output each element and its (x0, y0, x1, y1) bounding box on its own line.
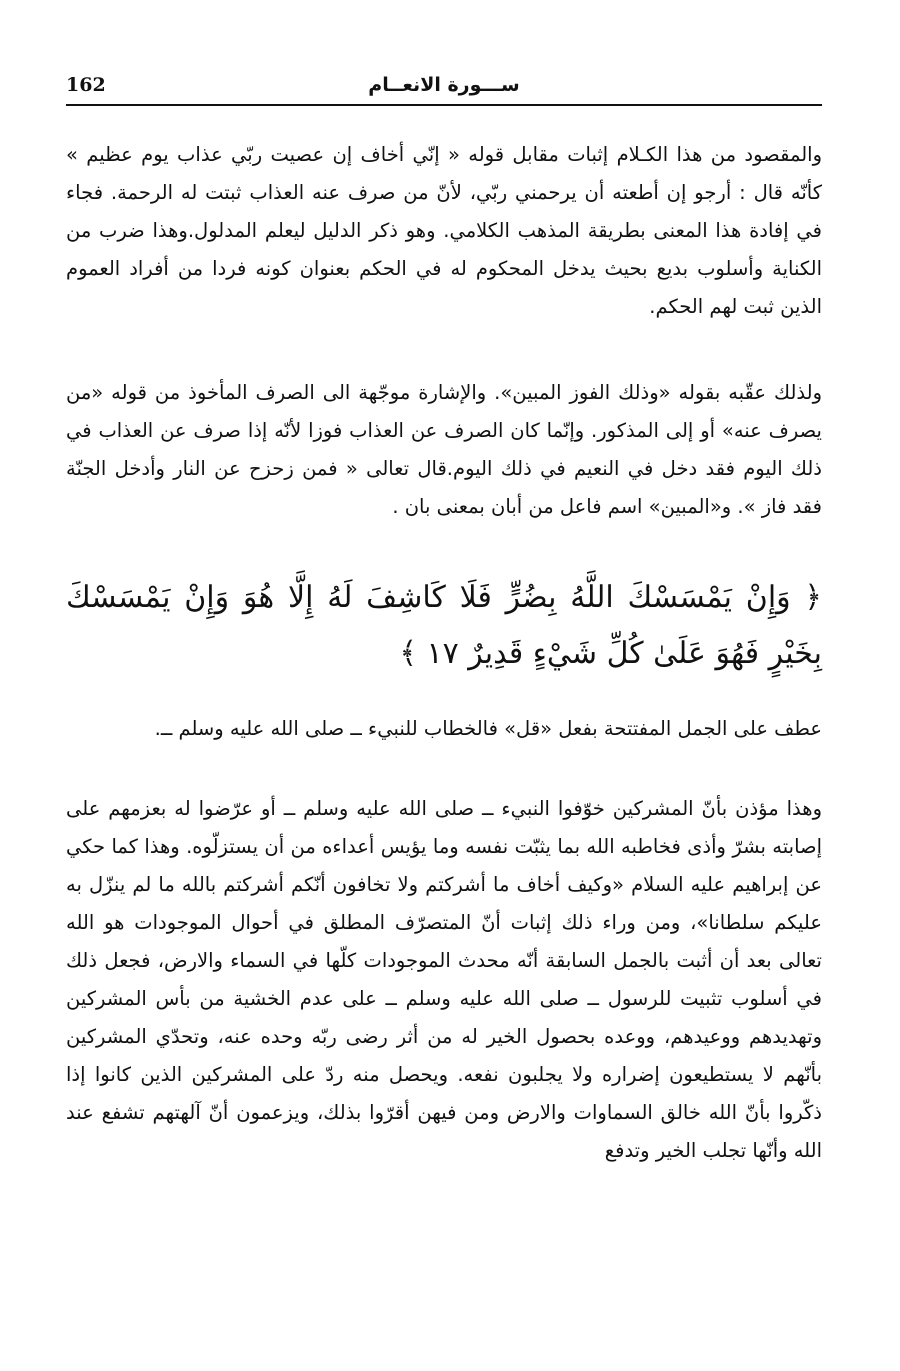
paragraph-4: وهذا مؤذن بأنّ المشركين خوّفوا النبيء ــ صلى الله عليه وسلم ــ أو عرّضوا له بعزمهم على إصابته بشرّ وأذى فخاطبه الله بما يثبّت نفسه وما يؤيس أعداءه من أن يستزلّوه. وهذا كما حكي عن إبراهيم عليه السلام «وكيف أخاف ما أشركتم ولا تخافون أنّكم أشركتم بالله ما لم ينزّل به عليكم سلطانا»، ومن وراء ذلك إثبات أنّ المتصرّف المطلق في أحوال الموجودات هو الله تعالى بعد أن أثبت بالجمل السابقة أنّه محدث الموجودات كلّها في السماء والارض، فجعل ذلك في أسلوب تثبيت للرسول ــ صلى الله عليه وسلم ــ على عدم الخشية من بأس المشركين وتهديدهم ووعيدهم، ووعده بحصول الخير له من أثر رضى ربّه وحده عنه، وتحدّي المشركين بأنّهم لا يستطيعون إضراره ولا يجلبون نفعه. ويحصل منه ردّ على المشركين الذين كانوا إذا ذكّروا بأنّ الله خالق السماوات والارض ومن فيهن أقرّوا بذلك، ويزعمون أنّ آلهتهم تشفع عند الله وأنّها تجلب الخير وتدفع (66, 797, 822, 1162)
paragraph-2: ولذلك عقّبه بقوله «وذلك الفوز المبين». والإشارة موجّهة الى الصرف المأخوذ من قوله «من يصرف عنه» أو إلى المذكور. وإنّما كان الصرف عن العذاب فوزا لأنّه إذا صرف عن العذاب في ذلك اليوم فقد دخل في النعيم في ذلك اليوم.قال تعالى « فمن زحزح عن النار وأدخل الجنّة فقد فاز ». و«المبين» اسم فاعل من أبان بمعنى بان . (66, 381, 822, 518)
running-title: ســـورة الانعــام (368, 74, 520, 96)
paragraph-1: والمقصود من هذا الكـلام إثبات مقابل قوله « إنّي أخاف إن عصيت ربّي عذاب يوم عظيم » كأنّه قال : أرجو إن أطعته أن يرحمني ربّي، لأنّ من صرف عنه العذاب ثبتت له الرحمة. فجاء في إفادة هذا المعنى بطريقة المذهب الكلامي. وهو ذكر الدليل ليعلم المدلول.وهذا ضرب من الكناية وأسلوب بديع بحيث يدخل المحكوم له في الحكم بعنوان كونه فردا من أفراد العموم الذين ثبت لهم الحكم. (66, 143, 822, 318)
page-number: 162 (66, 74, 106, 96)
quran-verse: ﴿ وَإِنْ يَمْسَسْكَ اللَّهُ بِضُرٍّ فَلَا كَاشِفَ لَهُ إِلَّا هُوَ وَإِنْ يَمْسَسْكَ بِخَيْرٍ فَهُوَ عَلَىٰ كُلِّ شَيْءٍ قَدِيرٌ ١٧ ﴾ (66, 580, 822, 671)
paragraph-3: عطف على الجمل المفتتحة بفعل «قل» فالخطاب للنبيء ــ صلى الله عليه وسلم ــ. (154, 717, 822, 740)
page-header (66, 70, 822, 106)
